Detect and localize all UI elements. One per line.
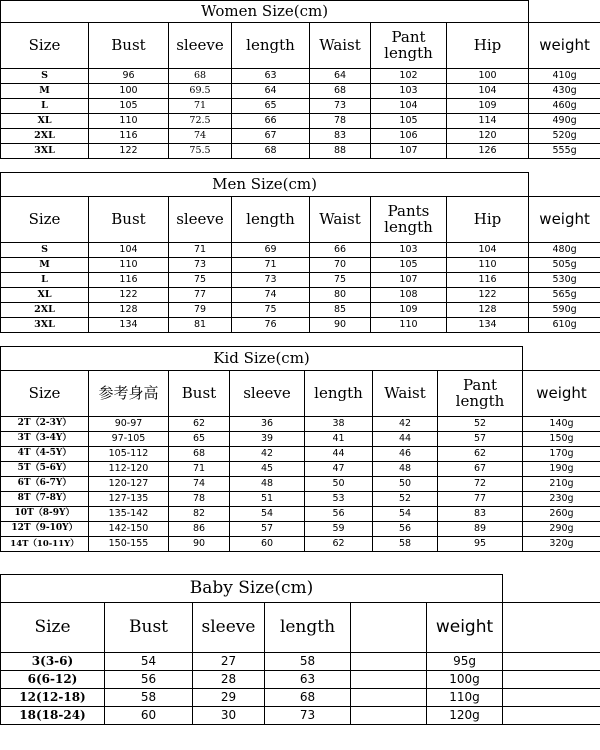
- header-waist: Waist: [310, 197, 371, 243]
- cell: 75: [169, 273, 232, 288]
- cell: 134: [447, 318, 529, 333]
- cell: 56: [305, 507, 373, 522]
- cell: 68: [232, 144, 310, 159]
- header-length: length: [232, 197, 310, 243]
- cell: 103: [371, 84, 447, 99]
- header-length: length: [232, 23, 310, 69]
- cell: 105: [371, 114, 447, 129]
- cell: 116: [447, 273, 529, 288]
- kid-size-table: [0, 346, 600, 552]
- cell: 127-135: [89, 492, 169, 507]
- table-row: [1, 144, 600, 159]
- table-row: [1, 707, 600, 725]
- cell: 86: [169, 522, 230, 537]
- header-weight: weight: [529, 197, 600, 243]
- table-row: [1, 303, 600, 318]
- cell: 30: [193, 707, 265, 725]
- table-row: [1, 432, 600, 447]
- cell: 72: [438, 477, 523, 492]
- cell: 106: [371, 129, 447, 144]
- cell: 110: [371, 318, 447, 333]
- cell: 71: [169, 99, 232, 114]
- cell: 39: [230, 432, 305, 447]
- cell: 410g: [529, 69, 600, 84]
- cell: 190g: [523, 462, 600, 477]
- cell: 430g: [529, 84, 600, 99]
- table-row: [1, 492, 600, 507]
- title-spacer: [529, 173, 600, 197]
- table-row: [1, 417, 600, 432]
- table-row: [1, 522, 600, 537]
- table-row: [1, 84, 600, 99]
- cell: 260g: [523, 507, 600, 522]
- cell: 116: [89, 129, 169, 144]
- cell: M: [1, 258, 89, 273]
- cell: 38: [305, 417, 373, 432]
- women-rows: [1, 69, 600, 159]
- cell: 57: [230, 522, 305, 537]
- cell: 109: [371, 303, 447, 318]
- cell: 58: [373, 537, 438, 552]
- cell: 610g: [529, 318, 600, 333]
- table-row: [1, 462, 600, 477]
- cell: 44: [373, 432, 438, 447]
- cell: 126: [447, 144, 529, 159]
- cell: 54: [105, 653, 193, 671]
- cell: 105: [89, 99, 169, 114]
- cell: 63: [232, 69, 310, 84]
- cell: 100: [89, 84, 169, 99]
- cell: 71: [232, 258, 310, 273]
- cell: [351, 707, 427, 725]
- cell: 150g: [523, 432, 600, 447]
- cell: 76: [232, 318, 310, 333]
- cell: 320g: [523, 537, 600, 552]
- header-blank: [503, 603, 600, 653]
- cell: 104: [371, 99, 447, 114]
- cell: 109: [447, 99, 529, 114]
- cell: 57: [438, 432, 523, 447]
- table-row: [1, 653, 600, 671]
- cell: 104: [447, 84, 529, 99]
- cell: 3(3-6): [1, 653, 105, 671]
- cell: 88: [310, 144, 371, 159]
- cell: 63: [265, 671, 351, 689]
- kid-size-section: [0, 346, 600, 552]
- kid-rows: [1, 417, 600, 552]
- table-row: [1, 69, 600, 84]
- cell: 29: [193, 689, 265, 707]
- table-row: [1, 258, 600, 273]
- header-size: Size: [1, 197, 89, 243]
- cell: 128: [89, 303, 169, 318]
- cell: 68: [169, 69, 232, 84]
- cell: [503, 689, 600, 707]
- table-row: [1, 477, 600, 492]
- cell: 120g: [427, 707, 503, 725]
- cell: 71: [169, 462, 230, 477]
- cell: 480g: [529, 243, 600, 258]
- cell: 59: [305, 522, 373, 537]
- cell: 82: [169, 507, 230, 522]
- cell: 110: [89, 114, 169, 129]
- title-spacer: [529, 1, 600, 23]
- cell: 122: [89, 144, 169, 159]
- table-row: [1, 273, 600, 288]
- cell: 122: [89, 288, 169, 303]
- kid-table-title: Kid Size(cm): [1, 347, 523, 371]
- cell: L: [1, 273, 89, 288]
- table-row: [1, 243, 600, 258]
- cell: 56: [373, 522, 438, 537]
- cell: 58: [105, 689, 193, 707]
- cell: 44: [305, 447, 373, 462]
- cell: 52: [438, 417, 523, 432]
- header-pants-length: Pants length: [371, 197, 447, 243]
- cell: 110: [89, 258, 169, 273]
- cell: 103: [371, 243, 447, 258]
- cell: 62: [305, 537, 373, 552]
- cell: 75.5: [169, 144, 232, 159]
- header-waist: Waist: [310, 23, 371, 69]
- header-bust: Bust: [169, 371, 230, 417]
- cell: 530g: [529, 273, 600, 288]
- cell: 3XL: [1, 144, 89, 159]
- baby-size-table: [0, 574, 600, 725]
- cell: 75: [232, 303, 310, 318]
- cell: 60: [105, 707, 193, 725]
- cell: 64: [310, 69, 371, 84]
- cell: 210g: [523, 477, 600, 492]
- cell: [351, 671, 427, 689]
- cell: 73: [310, 99, 371, 114]
- header-sleeve: sleeve: [230, 371, 305, 417]
- cell: 140g: [523, 417, 600, 432]
- cell: 105: [371, 258, 447, 273]
- cell: 75: [310, 273, 371, 288]
- header-pant-length: Pant length: [371, 23, 447, 69]
- men-table-title: Men Size(cm): [1, 173, 529, 197]
- cell: 5T（5-6Y）: [1, 462, 89, 477]
- cell: 73: [169, 258, 232, 273]
- cell: 28: [193, 671, 265, 689]
- cell: 65: [232, 99, 310, 114]
- cell: 90: [310, 318, 371, 333]
- cell: 71: [169, 243, 232, 258]
- cell: 8T（7-8Y）: [1, 492, 89, 507]
- cell: 72.5: [169, 114, 232, 129]
- header-weight: weight: [523, 371, 600, 417]
- table-row: [1, 537, 600, 552]
- cell: 128: [447, 303, 529, 318]
- table-row: [1, 447, 600, 462]
- cell: 52: [373, 492, 438, 507]
- cell: 555g: [529, 144, 600, 159]
- cell: 230g: [523, 492, 600, 507]
- cell: 90: [169, 537, 230, 552]
- cell: 85: [310, 303, 371, 318]
- cell: 53: [305, 492, 373, 507]
- men-size-section: [0, 172, 600, 333]
- cell: [351, 689, 427, 707]
- cell: S: [1, 243, 89, 258]
- cell: 89: [438, 522, 523, 537]
- cell: 134: [89, 318, 169, 333]
- cell: 36: [230, 417, 305, 432]
- table-row: [1, 288, 600, 303]
- women-header-row: [1, 23, 600, 69]
- cell: 73: [265, 707, 351, 725]
- cell: [351, 653, 427, 671]
- cell: 56: [105, 671, 193, 689]
- men-size-table: [0, 172, 600, 333]
- cell: [503, 671, 600, 689]
- header-size: Size: [1, 603, 105, 653]
- cell: 67: [438, 462, 523, 477]
- cell: 170g: [523, 447, 600, 462]
- cell: 14T（10-11Y）: [1, 537, 89, 552]
- cell: 3XL: [1, 318, 89, 333]
- cell: 42: [230, 447, 305, 462]
- cell: 150-155: [89, 537, 169, 552]
- cell: 45: [230, 462, 305, 477]
- header-length: length: [305, 371, 373, 417]
- women-size-section: [0, 0, 600, 159]
- table-row: [1, 99, 600, 114]
- cell: 107: [371, 273, 447, 288]
- cell: 120-127: [89, 477, 169, 492]
- cell: 58: [265, 653, 351, 671]
- cell: 78: [310, 114, 371, 129]
- cell: 73: [232, 273, 310, 288]
- cell: 110: [447, 258, 529, 273]
- header-hip: Hip: [447, 23, 529, 69]
- cell: XL: [1, 288, 89, 303]
- cell: XL: [1, 114, 89, 129]
- cell: 120: [447, 129, 529, 144]
- cell: 108: [371, 288, 447, 303]
- header-bust: Bust: [105, 603, 193, 653]
- header-sleeve: sleeve: [169, 23, 232, 69]
- cell: 74: [232, 288, 310, 303]
- cell: 69.5: [169, 84, 232, 99]
- cell: 51: [230, 492, 305, 507]
- header-sleeve: sleeve: [193, 603, 265, 653]
- header-size: Size: [1, 23, 89, 69]
- cell: 90-97: [89, 417, 169, 432]
- cell: 79: [169, 303, 232, 318]
- cell: 80: [310, 288, 371, 303]
- cell: 83: [310, 129, 371, 144]
- cell: 2XL: [1, 129, 89, 144]
- header-sleeve: sleeve: [169, 197, 232, 243]
- cell: 48: [230, 477, 305, 492]
- baby-header-row: [1, 603, 600, 653]
- cell: 6(6-12): [1, 671, 105, 689]
- header-length: length: [265, 603, 351, 653]
- cell: 70: [310, 258, 371, 273]
- kid-header-row: [1, 371, 600, 417]
- header-size: Size: [1, 371, 89, 417]
- cell: L: [1, 99, 89, 114]
- cell: 95g: [427, 653, 503, 671]
- men-header-row: [1, 197, 600, 243]
- cell: 96: [89, 69, 169, 84]
- cell: 107: [371, 144, 447, 159]
- cell: 46: [373, 447, 438, 462]
- cell: 68: [265, 689, 351, 707]
- baby-size-section: [0, 574, 600, 725]
- table-row: [1, 671, 600, 689]
- baby-rows: [1, 653, 600, 725]
- cell: 104: [447, 243, 529, 258]
- cell: 95: [438, 537, 523, 552]
- cell: 69: [232, 243, 310, 258]
- header-bust: Bust: [89, 197, 169, 243]
- cell: 83: [438, 507, 523, 522]
- women-size-table: [0, 0, 600, 159]
- cell: 110g: [427, 689, 503, 707]
- cell: 74: [169, 129, 232, 144]
- cell: 50: [373, 477, 438, 492]
- cell: 12T（9-10Y）: [1, 522, 89, 537]
- title-spacer: [503, 575, 600, 603]
- header-reference-height: 参考身高: [89, 371, 169, 417]
- cell: 4T（4-5Y）: [1, 447, 89, 462]
- men-rows: [1, 243, 600, 333]
- cell: 47: [305, 462, 373, 477]
- cell: 565g: [529, 288, 600, 303]
- table-row: [1, 114, 600, 129]
- header-hip: Hip: [447, 197, 529, 243]
- header-weight: weight: [427, 603, 503, 653]
- cell: 66: [310, 243, 371, 258]
- cell: M: [1, 84, 89, 99]
- cell: 41: [305, 432, 373, 447]
- cell: 290g: [523, 522, 600, 537]
- cell: [503, 707, 600, 725]
- cell: 68: [169, 447, 230, 462]
- table-row: [1, 318, 600, 333]
- header-bust: Bust: [89, 23, 169, 69]
- cell: 60: [230, 537, 305, 552]
- header-weight: weight: [529, 23, 600, 69]
- cell: 122: [447, 288, 529, 303]
- header-empty: [351, 603, 427, 653]
- cell: 520g: [529, 129, 600, 144]
- cell: 100: [447, 69, 529, 84]
- cell: 490g: [529, 114, 600, 129]
- table-row: [1, 129, 600, 144]
- cell: 62: [169, 417, 230, 432]
- cell: 50: [305, 477, 373, 492]
- cell: 48: [373, 462, 438, 477]
- cell: 135-142: [89, 507, 169, 522]
- cell: 66: [232, 114, 310, 129]
- cell: 2XL: [1, 303, 89, 318]
- cell: 102: [371, 69, 447, 84]
- cell: 54: [373, 507, 438, 522]
- cell: 505g: [529, 258, 600, 273]
- cell: 68: [310, 84, 371, 99]
- women-table-title: Women Size(cm): [1, 1, 529, 23]
- cell: 3T（3-4Y）: [1, 432, 89, 447]
- cell: 116: [89, 273, 169, 288]
- cell: 2T（2-3Y）: [1, 417, 89, 432]
- cell: 460g: [529, 99, 600, 114]
- cell: 62: [438, 447, 523, 462]
- cell: 77: [169, 288, 232, 303]
- cell: 81: [169, 318, 232, 333]
- cell: 78: [169, 492, 230, 507]
- cell: 104: [89, 243, 169, 258]
- baby-table-title: Baby Size(cm): [1, 575, 503, 603]
- cell: 6T（6-7Y）: [1, 477, 89, 492]
- cell: 112-120: [89, 462, 169, 477]
- cell: 74: [169, 477, 230, 492]
- table-row: [1, 689, 600, 707]
- cell: 67: [232, 129, 310, 144]
- cell: 54: [230, 507, 305, 522]
- cell: 114: [447, 114, 529, 129]
- cell: 42: [373, 417, 438, 432]
- cell: 18(18-24): [1, 707, 105, 725]
- table-row: [1, 507, 600, 522]
- title-spacer: [523, 347, 600, 371]
- cell: 590g: [529, 303, 600, 318]
- cell: 10T（8-9Y）: [1, 507, 89, 522]
- cell: 105-112: [89, 447, 169, 462]
- cell: 77: [438, 492, 523, 507]
- cell: 97-105: [89, 432, 169, 447]
- header-waist: Waist: [373, 371, 438, 417]
- cell: [503, 653, 600, 671]
- cell: 142-150: [89, 522, 169, 537]
- header-pant-length: Pant length: [438, 371, 523, 417]
- cell: 64: [232, 84, 310, 99]
- cell: 65: [169, 432, 230, 447]
- cell: 100g: [427, 671, 503, 689]
- cell: 27: [193, 653, 265, 671]
- cell: 12(12-18): [1, 689, 105, 707]
- cell: S: [1, 69, 89, 84]
